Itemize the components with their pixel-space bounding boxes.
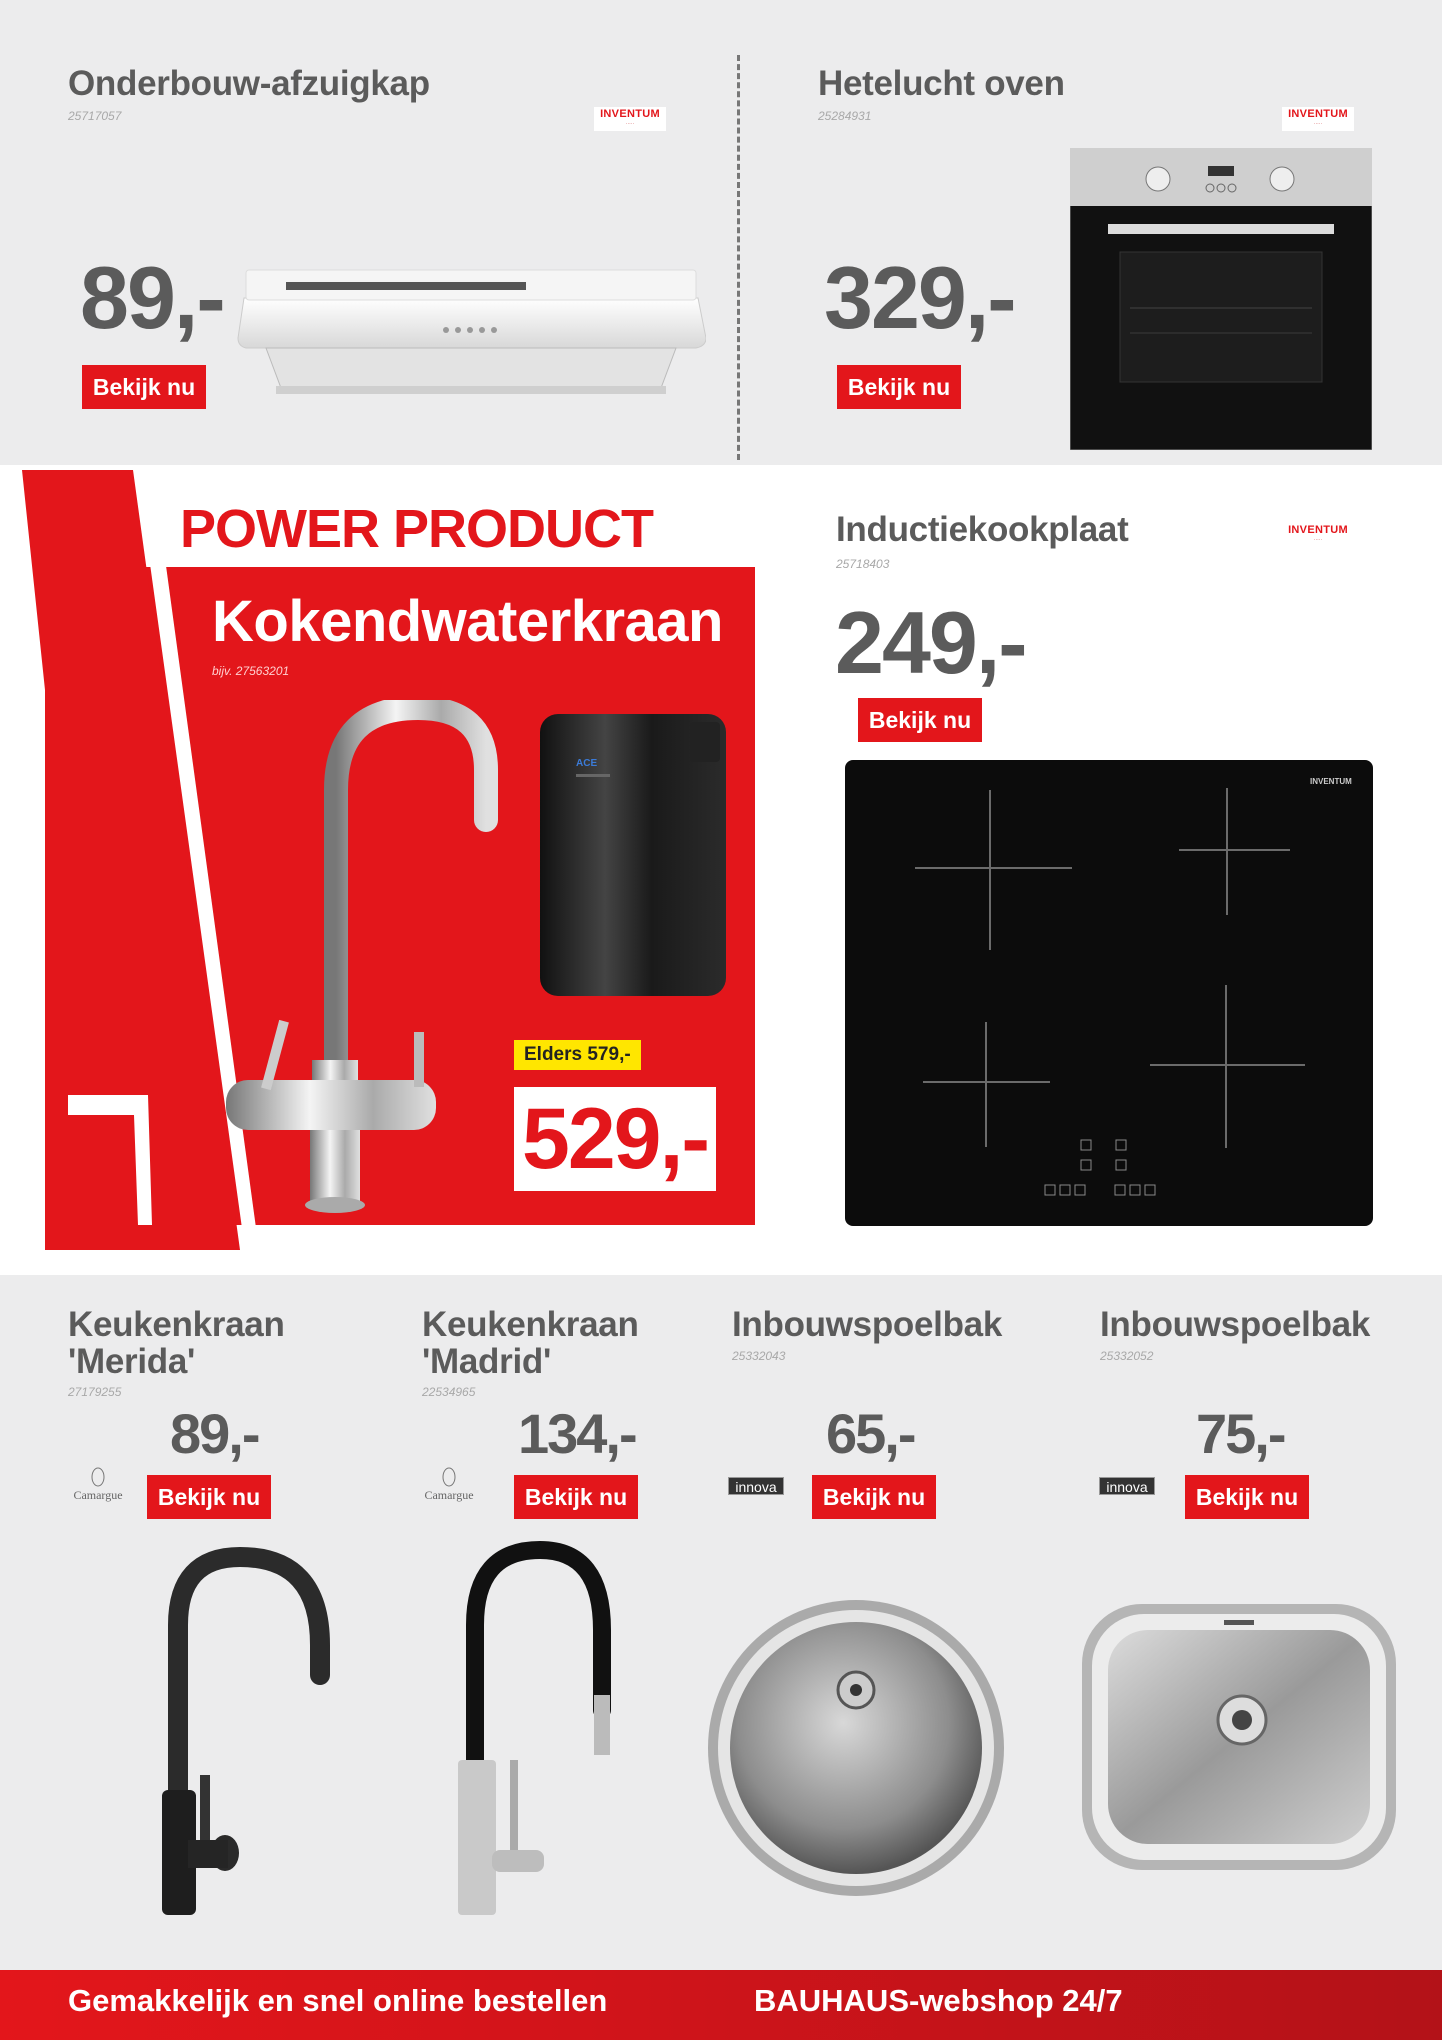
hood-price: 89,- xyxy=(80,248,224,347)
rectangular-sink-image xyxy=(1080,1602,1398,1872)
footer-order-text: Gemakkelijk en snel online bestellen xyxy=(68,1983,608,2018)
merida-title: Keukenkraan 'Merida' xyxy=(68,1305,285,1381)
power-product-headline: POWER PRODUCT xyxy=(180,499,653,559)
boiler-tank-image xyxy=(540,714,726,996)
merida-article: 27179255 xyxy=(68,1385,122,1399)
power-product-price-box xyxy=(514,1087,716,1191)
hob-title: Inductiekookplaat xyxy=(836,510,1129,549)
inventum-logo: INVENTUM ····· xyxy=(1282,107,1354,131)
induction-hob-image xyxy=(845,760,1373,1226)
hood-image xyxy=(236,268,706,408)
merida-price: 89,- xyxy=(170,1402,259,1465)
camargue-logo: Camargue xyxy=(66,1466,130,1503)
sink2-title: Inbouwspoelbak xyxy=(1100,1305,1370,1344)
boiling-water-tap-image xyxy=(218,700,518,1215)
svg-text:ACE: ACE xyxy=(576,758,598,769)
elders-price-label: Elders 579,- xyxy=(514,1040,641,1070)
inventum-logo: INVENTUM ····· xyxy=(594,107,666,131)
hood-view-button[interactable]: Bekijk nu xyxy=(82,365,206,409)
sink2-price: 75,- xyxy=(1196,1402,1285,1465)
sink1-price: 65,- xyxy=(826,1402,915,1465)
power-product-name: Kokendwaterkraan xyxy=(212,589,723,654)
hood-title: Onderbouw-afzuigkap xyxy=(68,64,430,103)
inventum-logo: INVENTUM ····· xyxy=(1282,523,1354,547)
oven-article: 25284931 xyxy=(818,109,872,123)
madrid-article: 22534965 xyxy=(422,1385,476,1399)
merida-view-button[interactable]: Bekijk nu xyxy=(147,1475,271,1519)
hob-price: 249,- xyxy=(835,593,1026,692)
innova-logo: innova xyxy=(1099,1477,1155,1495)
dashed-divider xyxy=(737,55,740,460)
sink2-view-button[interactable]: Bekijk nu xyxy=(1185,1475,1309,1519)
innova-logo: innova xyxy=(728,1477,784,1495)
sink2-article: 25332052 xyxy=(1100,1349,1154,1363)
camargue-logo: Camargue xyxy=(417,1466,481,1503)
sink1-title: Inbouwspoelbak xyxy=(732,1305,1002,1344)
power-product-price: 529,- xyxy=(521,1091,709,1187)
madrid-view-button[interactable]: Bekijk nu xyxy=(514,1475,638,1519)
oven-image xyxy=(1070,148,1372,450)
madrid-price: 134,- xyxy=(518,1402,636,1465)
sink1-article: 25332043 xyxy=(732,1349,786,1363)
madrid-title: Keukenkraan 'Madrid' xyxy=(422,1305,639,1381)
power-product-article: bijv. 27563201 xyxy=(212,664,290,678)
hob-view-button[interactable]: Bekijk nu xyxy=(858,698,982,742)
footer-webshop-link[interactable]: BAUHAUS-webshop 24/7 xyxy=(754,1983,1123,2018)
oven-title: Hetelucht oven xyxy=(818,64,1065,103)
hob-article: 25718403 xyxy=(836,557,890,571)
sink1-view-button[interactable]: Bekijk nu xyxy=(812,1475,936,1519)
oven-price: 329,- xyxy=(824,248,1015,347)
oven-view-button[interactable]: Bekijk nu xyxy=(837,365,961,409)
hood-article: 25717057 xyxy=(68,109,122,123)
madrid-faucet-image xyxy=(440,1530,630,1930)
svg-text:INVENTUM: INVENTUM xyxy=(1310,777,1352,786)
merida-faucet-image xyxy=(120,1535,360,1925)
round-sink-image xyxy=(706,1598,1006,1898)
